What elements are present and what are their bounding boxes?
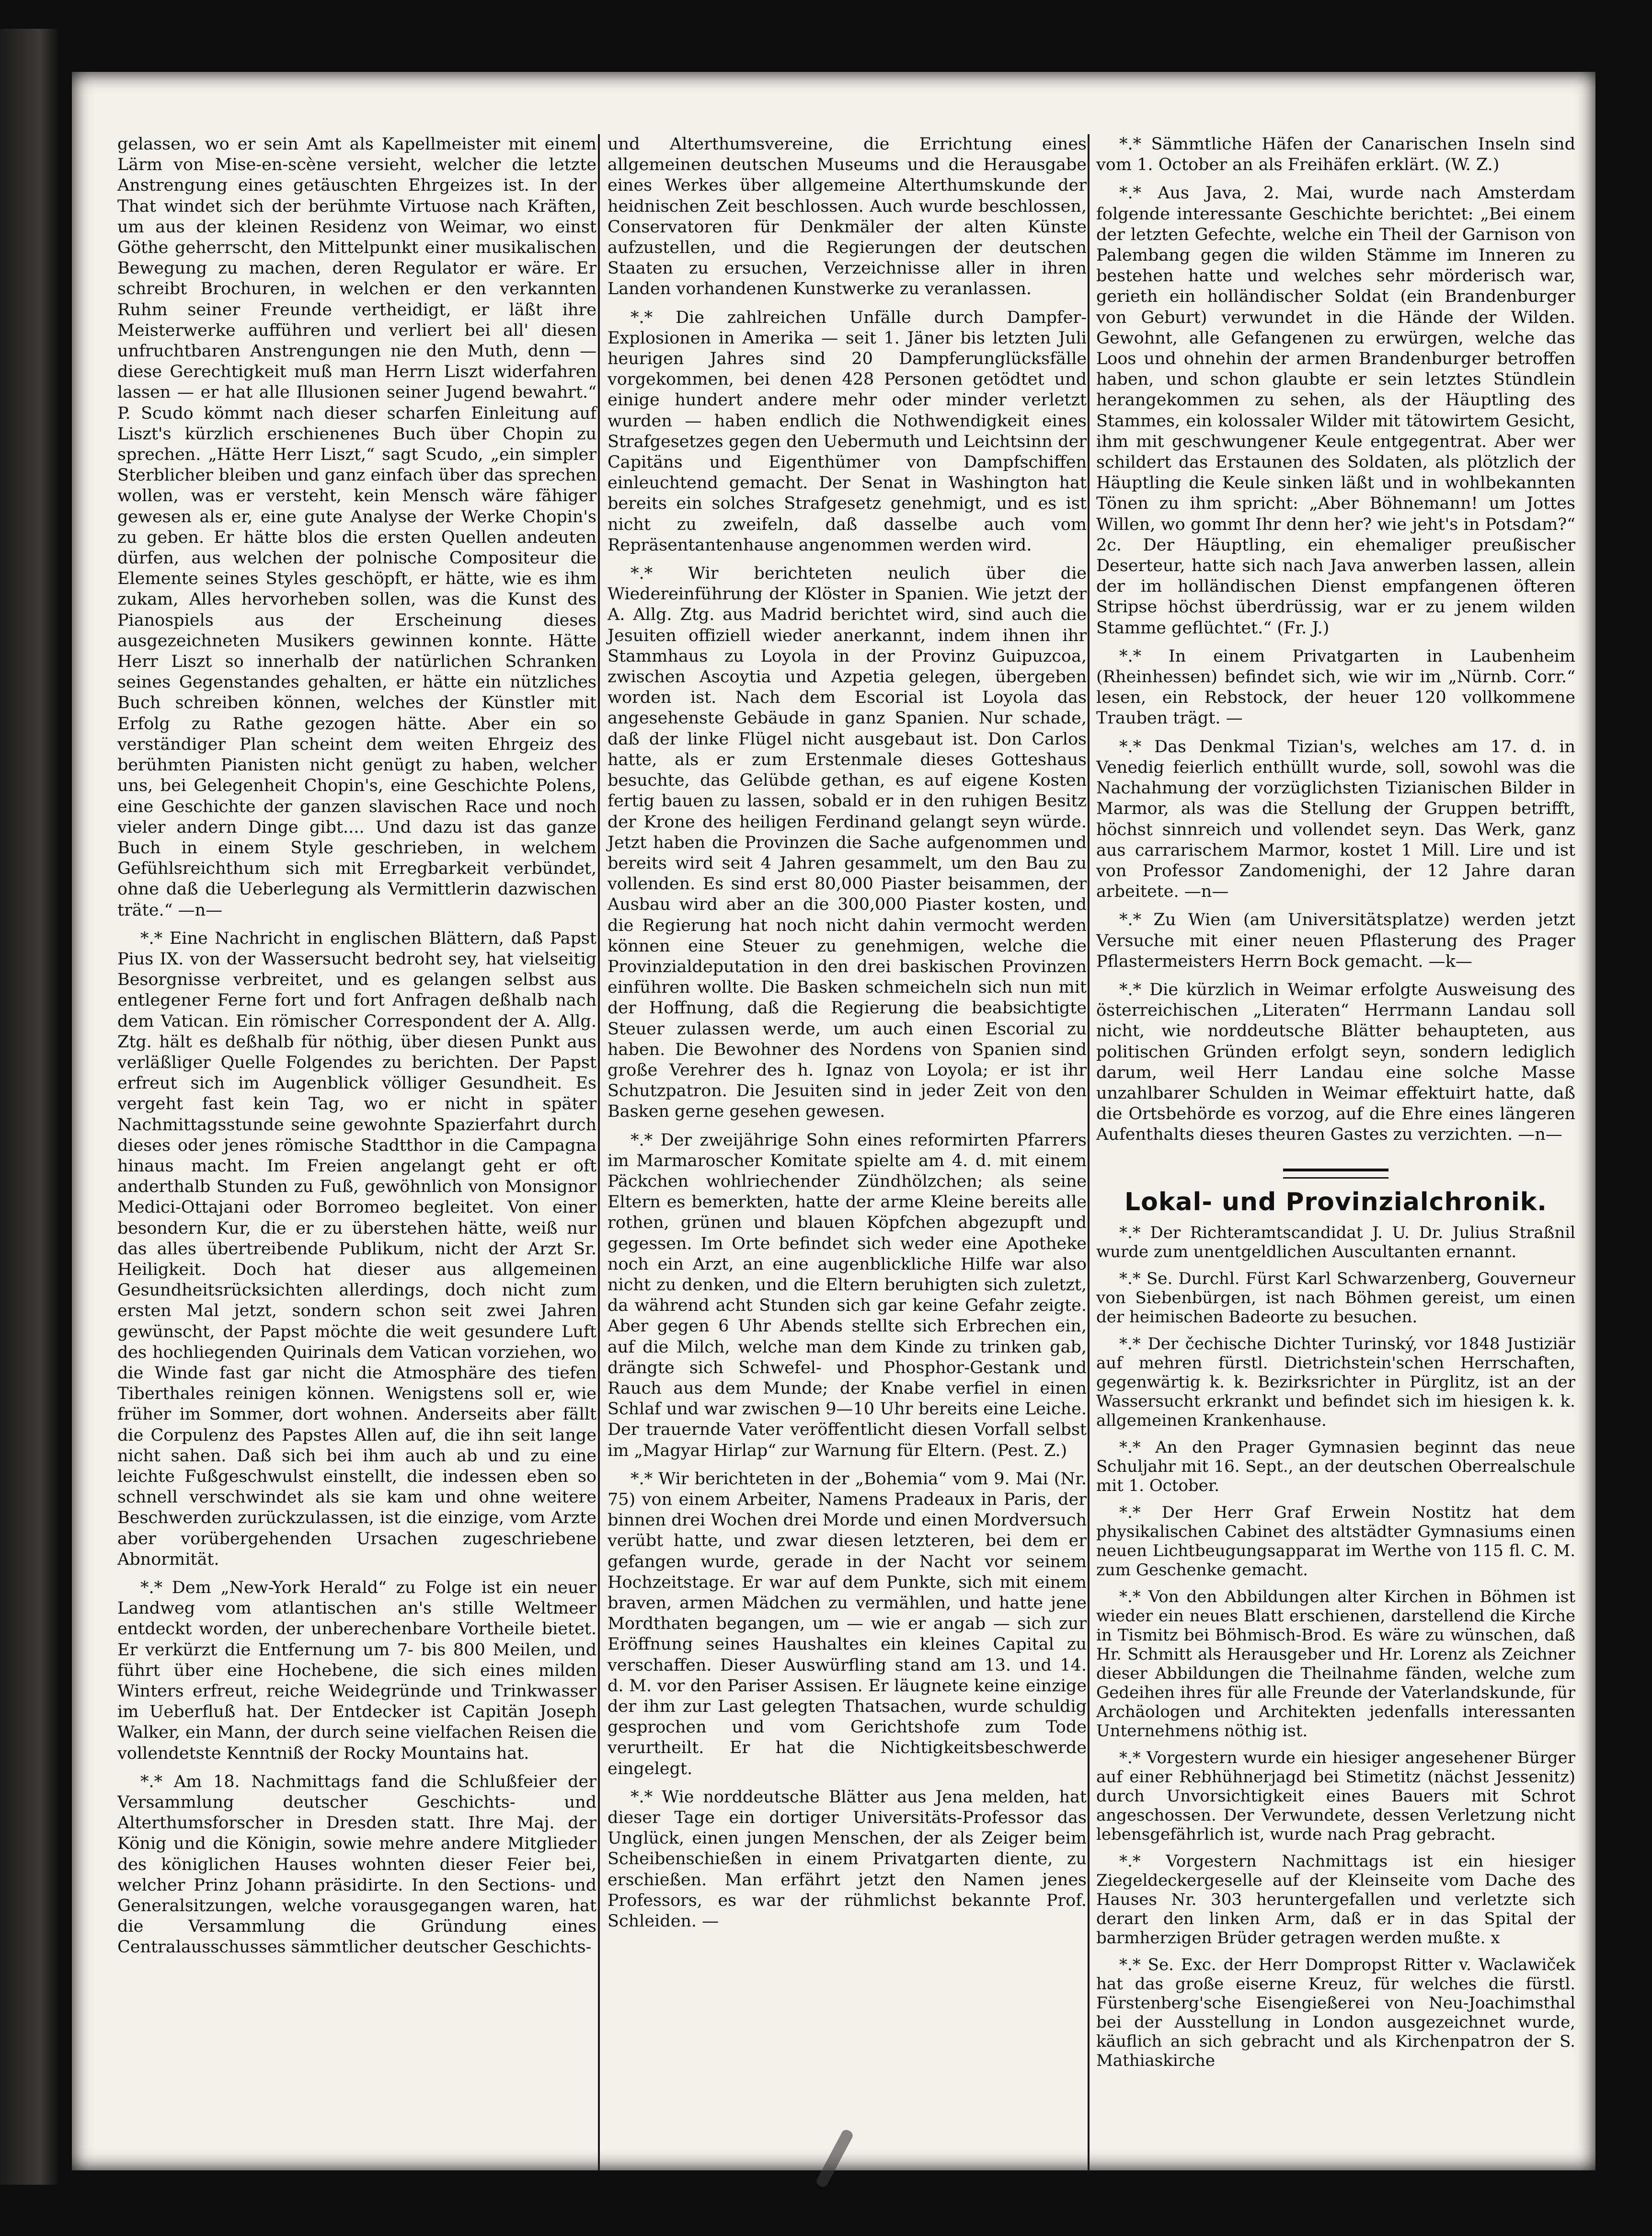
article-paragraph: gelassen, wo er sein Amt als Kapellmeister mit einem Lärm von Mise-en-scène versieht, welcher die letzte Anstrengung eines getäuschten Ehrgeizes ist. In der That windet sich der berühmte Virtuose nach Kräften, um aus der kleinen Residenz von Weimar, wo einst Göthe geherrscht, den Mittelpunkt einer musikalischen Bewegung zu machen, deren Regulator er wäre. Er schreibt Brochuren, in welchen er den verkannten Ruhm seiner Freunde vertheidigt, er läßt ihre Meisterwerke aufführen und verliert bei all' diesen unfruchtbaren Anstrengungen nie den Muth, denn — diese Gerechtigkeit muß man Herrn Liszt widerfahren lassen — er hat alle Illusionen seiner Jugend bewahrt.“ P. Scudo kömmt nach dieser scharfen Einleitung auf Liszt's kürzlich erschienenes Buch über Chopin zu sprechen. „Hätte Herr Liszt,“ sagt Scudo, „ein simpler Sterblicher bleiben und ganz einfach über das sprechen wollen, was er versteht, kein Mensch wäre fähiger gewesen als er, eine gute Analyse der Werke Chopin's zu geben. Er hätte blos die ersten Quellen andeuten dürfen, aus welchen der polnische Compositeur die Elemente seines Styles geschöpft, er hätte, wie es ihm zukam, Alles hervorheben sollen, was die Kunst des Pianospiels aus der Erscheinung dieses ausgezeichneten Musikers gewinnen konnte. Hätte Herr Liszt so innerhalb der natürlichen Schranken seines Gegenstandes gehalten, er hätte ein nützliches Buch schreiben können, welches der Künstler mit Erfolg zu Rathe gezogen hätte. Aber ein so verständiger Plan scheint dem weiten Ehrgeiz des berühmten Pianisten nicht genügt zu haben, welcher uns, bei Gelegenheit Chopin's, eine Geschichte Polens, eine Geschichte der ganzen slavischen Race und noch vieler andern Dinge gibt.... Und dazu ist das ganze Buch in einem Style geschrieben, in welchem Gefühlsreichthum sich mit Erregbarkeit verbündet, ohne daß die Ueberlegung als Vermittlerin dazwischen träte.“ —n—: [117, 135, 597, 920]
article-paragraph: *.* Wie norddeutsche Blätter aus Jena melden, hat dieser Tage ein dortiger Universitäts-Professor das Unglück, einen jungen Menschen, der als Zeiger beim Scheibenschießen in einem Privatgarten diente, zu erschießen. Man erfährt jetzt den Namen jenes Professors, es war der rühmlichst bekannte Prof. Schleiden. —: [608, 1787, 1087, 1931]
section-heading: Lokal- und Provinzialchronik.: [1124, 1187, 1548, 1216]
local-news-item: *.* Se. Exc. der Herr Dompropst Ritter v. Waclawiček hat das große eiserne Kreuz, für welches die fürstl. Fürstenberg'sche Eisengießerei von Neu-Joachimsthal bei der Ausstellung in London ausgezeichnet wurde, käuflich an sich gebracht und als Kirchenpatron der S. Mathiaskirche: [1096, 1955, 1575, 2070]
article-paragraph: *.* Am 18. Nachmittags fand die Schlußfeier der Versammlung deutscher Geschichts- und Alterthumsforscher in Dresden statt. Ihre Maj. der König und die Königin, sowie mehre andere Mitglieder des königlichen Hauses wohnten dieser Feier bei, welcher Prinz Johann präsidirte. In den Sections- und Generalsitzungen, welche vorausgegangen waren, hat die Versammlung die Gründung eines Centralausschusses sämmtlicher deutscher Geschichts-: [117, 1772, 597, 1957]
local-news-item: *.* Der Richteramtscandidat J. U. Dr. Julius Straßnil wurde zum unentgeldlichen Auscultanten ernannt.: [1096, 1223, 1575, 1261]
article-paragraph: *.* In einem Privatgarten in Laubenheim (Rheinhessen) befindet sich, wie wir im „Nürnb. Corr.“ lesen, ein Rebstock, der heuer 120 vollkommene Trauben trägt. —: [1096, 646, 1575, 728]
local-news-item: *.* Der čechische Dichter Turinský, vor 1848 Justiziär auf mehren fürstl. Dietrichstein'schen Herrschaften, gegenwärtig k. k. Bezirksrichter in Pürglitz, ist an der Wassersucht erkrankt und befindet sich im hiesigen k. k. allgemeinen Krankenhause.: [1096, 1334, 1575, 1430]
local-chronicle: [1096, 1223, 1575, 2070]
local-news-item: *.* Se. Durchl. Fürst Karl Schwarzenberg, Gouverneur von Siebenbürgen, ist nach Böhmen gereist, um einen der heimischen Badeorte zu besuchen.: [1096, 1269, 1575, 1327]
article-paragraph: *.* Aus Java, 2. Mai, wurde nach Amsterdam folgende interessante Geschichte berichtet: „Bei einem der letzten Gefechte, welche ein Theil der Garnison von Palembang gegen die wilden Stämme im Inneren zu bestehen hatte und welches sehr mörderisch war, gerieth ein holländischer Soldat (ein Brandenburger von Geburt) verwundet in die Hände der Wilden. Gewohnt, alle Gefangenen zu erwürgen, welche das Loos und ohnehin der armen Brandenburger betroffen haben, und schon glaubte er sein letztes Stündlein herangekommen zu sehen, als der Häuptling des Stammes, ein kolossaler Wilder mit tätowirtem Gesicht, ihm mit geschwungener Keule entgegentrat. Aber wer schildert das Erstaunen des Soldaten, als plötzlich der Häuptling die Keule sinken läßt und in wohlbekannten Tönen zu ihm spricht: „Aber Böhnemann! um Jottes Willen, wo gommt Ihr denn her? wie jeht's in Potsdam?“ 2c. Der Häuptling, ein ehemaliger preußischer Deserteur, hatte sich nach Java anwerben lassen, allein der im holländischen Dienst empfangenen öfteren Stripse höchst überdrüssig, war er zu jenem wilden Stamme geflüchtet.“ (Fr. J.): [1096, 183, 1575, 638]
article-paragraph: *.* Sämmtliche Häfen der Canarischen Inseln sind vom 1. October an als Freihäfen erklärt. (W. Z.): [1096, 135, 1575, 175]
section-divider: [1283, 1169, 1388, 1179]
article-paragraph: *.* Wir berichteten neulich über die Wiedereinführung der Klöster in Spanien. Wie jetzt der A. Allg. Ztg. aus Madrid berichtet wird, sind auch die Jesuiten offiziell wieder anerkannt, indem ihnen ihr Stammhaus zu Loyola in der Provinz Guipuzcoa, zwischen Ascoytia und Azpetia gelegen, übergeben worden ist. Nach dem Escorial ist Loyola das angesehenste Gebäude in ganz Spanien. Nur schade, daß der linke Flügel nicht ausgebaut ist. Don Carlos hatte, als er zum Erstenmale dieses Gotteshaus besuchte, das Gelübde gethan, es auf eigene Kosten fertig bauen zu lassen, sobald er in den ruhigen Besitz der Krone des heiligen Ferdinand gelangt seyn würde. Jetzt haben die Provinzen die Sache aufgenommen und bereits wird seit 4 Jahren gesammelt, um den Bau zu vollenden. Es sind erst 80,000 Piaster beisammen, der Ausbau wird aber an die 300,000 Piaster kosten, und die Regierung hat noch nicht dahin vermocht werden können eine Steuer zu genehmigen, welche die Provinzialdeputation in den drei baskischen Provinzen einführen wollte. Die Basken schmeicheln sich nun mit der Hoffnung, daß die Regierung die beabsichtigte Steuer zulassen werde, um auch einen Escorial zu haben. Die Bewohner des Nordens von Spanien sind große Verehrer des h. Ignaz von Loyola; er ist ihr Schutzpatron. Die Jesuiten sind in jeder Zeit von den Basken gerne gesehen gewesen.: [608, 564, 1087, 1122]
adjacent-page-edge: [0, 29, 57, 2185]
article-paragraph: *.* Das Denkmal Tizian's, welches am 17. d. in Venedig feierlich enthüllt wurde, soll, sowohl was die Nachahmung der vorzüglichsten Tizianischen Bilder in Marmor, als was die Stellung der Gruppen betrifft, höchst sinnreich und vollendet seyn. Das Werk, ganz aus carrarischem Marmor, kostet 1 Mill. Lire und ist von Professor Zandomenighi, der 12 Jahre daran arbeitete. —n—: [1096, 737, 1575, 902]
article-paragraph: *.* Die zahlreichen Unfälle durch Dampfer-Explosionen in Amerika — seit 1. Jäner bis letzten Juli heurigen Jahres sind 20 Dampferunglücksfälle vorgekommen, bei denen 428 Personen getödtet und einige hundert andere mehr oder minder verletzt wurden — haben endlich die Nothwendigkeit eines Strafgesetzes gegen den Uebermuth und Leichtsinn der Capitäns und Eigenthümer von Dampfschiffen einleuchtend gemacht. Der Senat in Washington hat bereits ein solches Strafgesetz genehmigt, und es ist nicht zu zweifeln, daß dasselbe auch vom Repräsentantenhause angenommen werden wird.: [608, 308, 1087, 555]
column-rule: [598, 134, 600, 2170]
local-news-item: *.* Vorgestern wurde ein hiesiger angesehener Bürger auf einer Rebhühnerjagd bei Stimetitz (nächst Jessenitz) durch Unvorsichtigkeit eines Bauers mit Schrot angeschossen. Der Verwundete, dessen Verletzung nicht lebensgefährlich ist, wurde nach Prag gebracht.: [1096, 1748, 1575, 1844]
article-paragraph: *.* Die kürzlich in Weimar erfolgte Ausweisung des österreichischen „Literaten“ Herrmann Landau soll nicht, wie norddeutsche Blätter behaupteten, aus politischen Gründen erfolgt seyn, sondern lediglich darum, weil Herr Landau eine solche Masse unzahlbarer Schulden in Weimar effektuirt hatte, daß die Ortsbehörde es vorzog, auf die Ehre eines längeren Aufenthalts dieses theuren Gastes zu verzichten. —n—: [1096, 980, 1575, 1145]
local-news-item: *.* Von den Abbildungen alter Kirchen in Böhmen ist wieder ein neues Blatt erschienen, darstellend die Kirche in Tismitz bei Böhmisch-Brod. Es wäre zu wünschen, daß Hr. Schmitt als Herausgeber und Hr. Lorenz als Zeichner dieser Abbildungen die Theilnahme fänden, welche zum Gedeihen ihres für alle Freunde der Vaterlandskunde, für Archäologen und Architekten jedenfalls interessanten Unternehmens nöthig ist.: [1096, 1587, 1575, 1741]
article-paragraph: *.* Zu Wien (am Universitätsplatze) werden jetzt Versuche mit einer neuen Pflasterung des Prager Pflastermeisters Herrn Bock gemacht. —k—: [1096, 910, 1575, 971]
newspaper-page: [72, 72, 1595, 2170]
column-3: [1096, 134, 1575, 2146]
local-news-item: *.* An den Prager Gymnasien beginnt das neue Schuljahr mit 16. Sept., an der deutschen Oberrealschule mit 1. October.: [1096, 1437, 1575, 1495]
column-rule: [1088, 134, 1090, 2170]
column-1: [117, 134, 597, 2146]
article-paragraph: und Alterthumsvereine, die Errichtung eines allgemeinen deutschen Museums und die Herausgabe eines Werkes über allgemeine Alterthumskunde der heidnischen Zeit beschlossen. Auch wurde beschlossen, Conservatoren für Denkmäler der alten Künste aufzustellen, und die Regierungen der deutschen Staaten zu ersuchen, Verzeichnisse aller in ihren Landen vorhandenen Kunstwerke zu veranlassen.: [608, 135, 1087, 299]
article-paragraph: *.* Eine Nachricht in englischen Blättern, daß Papst Pius IX. von der Wassersucht bedroht sey, hat vielseitig Besorgnisse verbreitet, und es gelangen selbst aus entlegener Ferne fort und fort Anfragen deßhalb nach dem Vatican. Ein römischer Correspondent der A. Allg. Ztg. hält es deßhalb für nöthig, über diesen Punkt aus verläßliger Quelle Folgendes zu berichten. Der Papst erfreut sich im Augenblick völliger Gesundheit. Es vergeht fast kein Tag, wo er nicht in später Nachmittagsstunde seine gewohnte Spazierfahrt durch dieses oder jenes römische Stadtthor in die Campagna hinaus macht. Im Freien angelangt geht er oft anderthalb Stunden zu Fuß, gewöhnlich von Monsignor Medici-Ottajani oder Borromeo begleitet. Von einer besondern Kur, die er zu überstehen hätte, weiß nur das alles übertreibende Publikum, nicht der Arzt Sr. Heiligkeit. Doch hat dieser aus allgemeinen Gesundheitsrücksichten allerdings, doch nicht zum ersten Mal jetzt, sondern schon seit zwei Jahren gewünscht, der Papst möchte die weit gesundere Luft des hochliegenden Quirinals dem Vatican vorziehen, wo die Winde fast gar nicht die Atmosphäre des tiefen Tiberthales reinigen können. Wenigstens soll er, wie früher im Sommer, dort wohnen. Anderseits aber fällt die Corpulenz des Papstes Allen auf, die ihn seit lange nicht sahen. Daß sich bei ihm auch ab und zu eine leichte Fußgeschwulst einstellt, die indessen eben so schnell verschwindet als sie kam und ohne weitere Beschwerden zurückzulassen, ist die einzige, vom Arzte aber vorübergehenden Ursachen zugeschriebene Abnormität.: [117, 929, 597, 1569]
article-paragraph: *.* Dem „New-York Herald“ zu Folge ist ein neuer Landweg vom atlantischen an's stille Weltmeer entdeckt worden, der unberechenbare Vortheile bietet. Er verkürzt die Entfernung um 7- bis 800 Meilen, und führt über eine Hochebene, die sich eines milden Winters erfreut, reiche Weidegründe und Trinkwasser im Ueberfluß hat. Der Entdecker ist Capitän Joseph Walker, ein Mann, der durch seine vielfachen Reisen die vollendetste Kenntniß der Rocky Mountains hat.: [117, 1578, 597, 1763]
article-paragraph: *.* Der zweijährige Sohn eines reformirten Pfarrers im Marmaroscher Komitate spielte am 4. d. mit einem Päckchen wohlriechender Zündhölzchen; als seine Eltern es bemerkten, hatte der arme Kleine bereits alle rothen, grünen und blauen Köpfchen abgezupft und gegessen. Im Orte befindet sich weder eine Apotheke noch ein Arzt, an eine augenblickliche Hilfe war also nicht zu denken, und die Eltern beruhigten sich zuletzt, da während acht Stunden sich gar keine Gefahr zeigte. Aber gegen 6 Uhr Abends stellte sich Erbrechen ein, auf die Milch, welche man dem Kinde zu trinken gab, drängte sich Schwefel- und Phosphor-Gestank und Rauch aus dem Munde; der Knabe verfiel in einen Schlaf und war zwischen 9—10 Uhr bereits eine Leiche. Der trauernde Vater veröffentlicht diesen Vorfall selbst im „Magyar Hirlap“ zur Warnung für Eltern. (Pest. Z.): [608, 1130, 1087, 1460]
local-news-item: *.* Der Herr Graf Erwein Nostitz hat dem physikalischen Cabinet des altstädter Gymnasiums einen neuen Lichtbeugungsapparat im Werthe von 115 fl. C. M. zum Geschenke gemacht.: [1096, 1502, 1575, 1580]
article-paragraph: *.* Wir berichteten in der „Bohemia“ vom 9. Mai (Nr. 75) von einem Arbeiter, Namens Pradeaux in Paris, der binnen drei Wochen drei Morde und einen Mordversuch verübt hatte, und zwar diesen letzteren, bei dem er gefangen wurde, gerade in der Nacht vor seinem Hochzeitstage. Er war auf dem Punkte, sich mit einem braven, armen Mädchen zu vermählen, und hatte jene Mordthaten begangen, um — wie er angab — sich zur Eröffnung seines Haushaltes ein kleines Capital zu verschaffen. Dieser Auswürfling stand am 13. und 14. d. M. vor den Pariser Assisen. Er läugnete keine einzige der ihm zur Last gelegten Thatsachen, wurde schuldig gesprochen und vom Gerichtshofe zum Tode verurtheilt. Er hat die Nichtigkeitsbeschwerde eingelegt.: [608, 1469, 1087, 1778]
local-news-item: *.* Vorgestern Nachmittags ist ein hiesiger Ziegeldeckergeselle auf der Kleinseite vom Dache des Hauses Nr. 303 heruntergefallen und verletzte sich derart den linken Arm, daß er in das Spital der barmherzigen Brüder getragen werden mußte. x: [1096, 1851, 1575, 1948]
column-2: [608, 134, 1087, 2146]
